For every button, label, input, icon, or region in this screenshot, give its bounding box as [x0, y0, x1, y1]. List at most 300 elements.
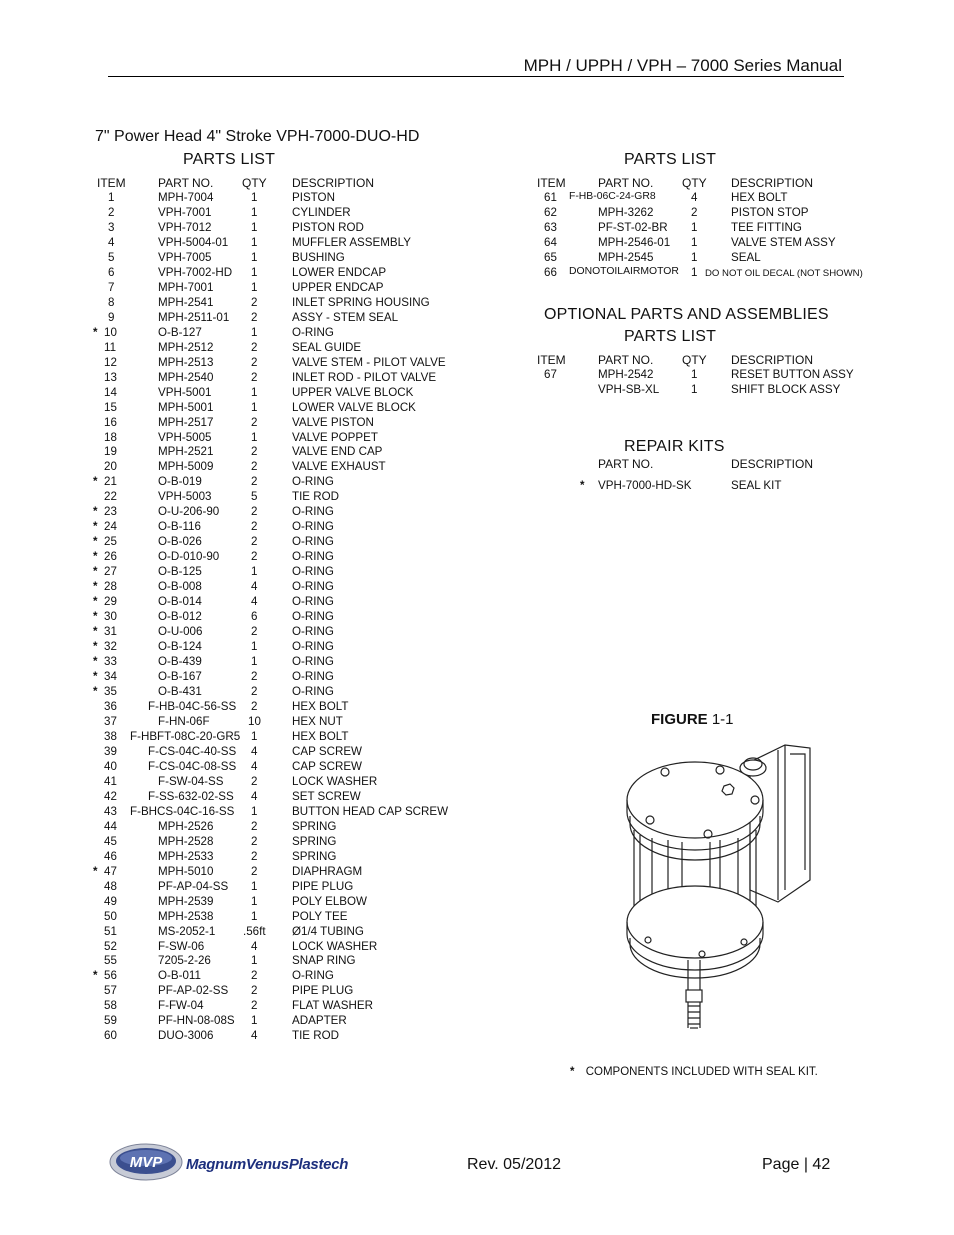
row-qty: .56ft	[243, 924, 266, 938]
col-part: PART NO.	[598, 176, 654, 190]
table-row	[0, 505, 480, 520]
repair-kit-desc: SEAL KIT	[731, 479, 782, 492]
row-description: ASSY - STEM SEAL	[292, 310, 399, 324]
row-item: 40	[104, 759, 117, 773]
row-description: O-RING	[292, 580, 334, 594]
row-description: O-RING	[292, 325, 334, 339]
row-part-no: F-HB-06C-24-GR8	[569, 191, 656, 202]
row-item: 27	[104, 565, 117, 579]
table-row	[0, 775, 480, 790]
row-description: VALVE EXHAUST	[292, 460, 386, 474]
row-qty: 1	[691, 266, 698, 279]
row-part-no: F-HN-06F	[158, 714, 210, 728]
optional-column-headers	[0, 353, 900, 368]
row-part-no: MPH-7001	[158, 280, 214, 294]
row-description: O-RING	[292, 475, 334, 489]
row-description: RESET BUTTON ASSY	[731, 368, 854, 381]
row-description: O-RING	[292, 640, 334, 654]
row-item: 57	[104, 984, 117, 998]
row-description: VALVE STEM - PILOT VALVE	[292, 355, 446, 369]
row-part-no: O-B-125	[158, 565, 202, 579]
left-parts-list-title: PARTS LIST	[183, 151, 276, 168]
right-column-headers	[0, 176, 900, 191]
row-part-no: O-B-127	[158, 325, 202, 339]
table-row	[0, 910, 480, 925]
row-description: PIPE PLUG	[292, 984, 354, 998]
row-part-no: MPH-2539	[158, 894, 214, 908]
repair-kits-title: REPAIR KITS	[624, 438, 725, 455]
row-part-no: MPH-2517	[158, 415, 214, 429]
row-qty: 4	[251, 595, 258, 609]
table-row	[0, 730, 480, 745]
table-row	[0, 700, 480, 715]
row-part-no: MPH-2513	[158, 355, 214, 369]
seal-kit-star: *	[93, 325, 98, 339]
row-description: MUFFLER ASSEMBLY	[292, 235, 411, 249]
seal-kit-star: *	[93, 655, 98, 669]
row-qty: 4	[251, 789, 258, 803]
row-qty: 4	[251, 744, 258, 758]
col-part: PART NO.	[598, 457, 654, 471]
col-qty: QTY	[682, 353, 707, 367]
col-desc: DESCRIPTION	[731, 353, 814, 367]
table-row	[0, 296, 480, 311]
row-part-no: MPH-2542	[598, 368, 654, 381]
table-row	[0, 655, 480, 670]
row-qty: 1	[691, 383, 698, 396]
row-item: 47	[104, 864, 117, 878]
seal-kit-star: *	[93, 520, 98, 534]
row-part-no: MPH-2512	[158, 340, 214, 354]
row-part-no: O-D-010-90	[158, 550, 220, 564]
row-description: SEAL	[731, 251, 761, 264]
figure-label	[651, 711, 734, 728]
table-row	[0, 535, 480, 550]
row-description: LOWER ENDCAP	[292, 265, 387, 279]
row-item: 55	[104, 954, 117, 968]
table-row	[0, 251, 900, 266]
row-description: SET SCREW	[292, 789, 361, 803]
row-description: SPRING	[292, 834, 337, 848]
row-description: PISTON STOP	[731, 206, 809, 219]
seal-kit-star: *	[93, 969, 98, 983]
row-item: 62	[544, 206, 557, 219]
table-row	[0, 520, 480, 535]
row-qty: 1	[251, 894, 258, 908]
row-item: 43	[104, 804, 117, 818]
row-item: 46	[104, 849, 117, 863]
row-qty: 2	[251, 685, 258, 698]
col-qty: QTY	[682, 176, 707, 190]
table-row	[0, 969, 480, 984]
row-description: O-RING	[292, 535, 334, 549]
row-part-no: O-B-019	[158, 475, 202, 489]
row-item: 3	[108, 220, 115, 234]
row-qty: 2	[251, 505, 258, 519]
row-qty: 4	[251, 759, 258, 773]
revision-date: Rev. 05/2012	[467, 1156, 561, 1173]
row-item: 64	[544, 236, 557, 249]
row-item: 24	[104, 520, 117, 534]
row-description: LOWER VALVE BLOCK	[292, 400, 416, 414]
table-row	[0, 1014, 480, 1029]
row-description: SEAL GUIDE	[292, 340, 362, 354]
table-row	[0, 820, 480, 835]
row-part-no: MS-2052-1	[158, 924, 216, 938]
row-item: 11	[104, 340, 117, 354]
row-qty: 2	[251, 774, 258, 788]
row-description: O-RING	[292, 685, 334, 698]
seal-kit-star: *	[93, 505, 98, 519]
row-qty: 1	[251, 280, 258, 294]
row-qty: 1	[251, 729, 258, 743]
row-description: CAP SCREW	[292, 744, 363, 758]
row-item: 48	[104, 879, 117, 893]
row-item: 44	[104, 819, 117, 833]
row-item: 65	[544, 251, 557, 264]
row-part-no: F-SW-04-SS	[158, 774, 224, 788]
row-part-no: DONOTOILAIRMOTOR	[569, 266, 679, 277]
row-item: 50	[104, 909, 117, 923]
row-item: 60	[104, 1029, 117, 1043]
row-part-no: O-B-124	[158, 640, 202, 654]
row-description: O-RING	[292, 969, 334, 983]
table-row	[0, 383, 900, 398]
row-part-no: O-B-116	[158, 520, 201, 534]
table-row	[0, 580, 480, 595]
row-description: TIE ROD	[292, 490, 340, 504]
row-qty: 2	[251, 460, 258, 474]
row-part-no: MPH-2528	[158, 834, 214, 848]
mvp-globe-icon	[108, 1140, 184, 1184]
row-item: 67	[544, 368, 557, 381]
col-item: ITEM	[537, 176, 566, 190]
row-description: LOCK WASHER	[292, 774, 378, 788]
row-item: 37	[104, 714, 117, 728]
row-part-no: MPH-2526	[158, 819, 214, 833]
row-item: 41	[104, 774, 117, 788]
row-part-no: MPH-5001	[158, 400, 214, 414]
row-description: PISTON ROD	[292, 220, 364, 234]
table-row	[0, 401, 480, 416]
row-qty: 1	[251, 235, 258, 249]
seal-kit-star: *	[93, 670, 98, 684]
row-qty: 2	[251, 475, 258, 489]
row-qty: 1	[251, 325, 258, 339]
row-qty: 10	[248, 714, 261, 728]
row-description: SNAP RING	[292, 954, 356, 968]
row-qty: 1	[251, 191, 258, 204]
seal-kit-star: *	[93, 685, 98, 698]
row-part-no: PF-AP-04-SS	[158, 879, 229, 893]
seal-note-text: COMPONENTS INCLUDED WITH SEAL KIT.	[585, 1066, 818, 1078]
row-item: 13	[104, 370, 117, 384]
row-qty: 2	[251, 550, 258, 564]
col-desc: DESCRIPTION	[731, 176, 814, 190]
table-row	[0, 850, 480, 865]
row-qty: 4	[251, 1029, 258, 1043]
row-part-no: PF-HN-08-08S	[158, 1014, 235, 1028]
header-rule	[108, 76, 844, 77]
manual-title: MPH / UPPH / VPH – 7000 Series Manual	[523, 56, 842, 75]
row-part-no: O-B-431	[158, 685, 202, 698]
page-title: 7" Power Head 4" Stroke VPH-7000-DUO-HD	[95, 128, 420, 145]
row-part-no: VPH-5005	[158, 430, 212, 444]
seal-kit-star: *	[93, 864, 98, 878]
row-item: 58	[104, 999, 117, 1013]
row-part-no: MPH-2538	[158, 909, 214, 923]
row-part-no: O-U-006	[158, 625, 203, 639]
repair-kit-part: VPH-7000-HD-SK	[598, 479, 692, 492]
table-row	[0, 640, 480, 655]
row-qty: 1	[251, 954, 258, 968]
table-row	[0, 236, 900, 251]
row-description: POLY ELBOW	[292, 894, 367, 908]
table-row	[0, 550, 480, 565]
row-qty: 2	[251, 340, 258, 354]
row-description: O-RING	[292, 595, 334, 609]
row-description: O-RING	[292, 625, 334, 639]
row-description: HEX NUT	[292, 714, 343, 728]
row-qty: 1	[251, 220, 258, 234]
table-row	[0, 760, 480, 775]
row-part-no: VPH-7001	[158, 205, 212, 219]
row-part-no: MPH-3262	[598, 206, 654, 219]
row-description: INLET SPRING HOUSING	[292, 295, 430, 309]
row-description: O-RING	[292, 550, 334, 564]
row-description: HEX BOLT	[292, 699, 349, 713]
seal-kit-star: *	[93, 565, 98, 579]
row-part-no: MPH-2541	[158, 295, 214, 309]
row-description: BUTTON HEAD CAP SCREW	[292, 804, 449, 818]
row-qty: 1	[691, 236, 698, 249]
seal-kit-star: *	[93, 640, 98, 654]
row-item: 34	[104, 670, 117, 684]
row-part-no: O-B-014	[158, 595, 202, 609]
row-description: VALVE STEM ASSY	[731, 236, 836, 249]
row-description: DIAPHRAGM	[292, 864, 363, 878]
company-logo	[108, 1140, 398, 1184]
table-row	[0, 206, 900, 221]
row-item: 52	[104, 939, 117, 953]
row-part-no: F-SS-632-02-SS	[148, 789, 234, 803]
table-row	[0, 191, 900, 206]
row-qty: 2	[251, 834, 258, 848]
seal-kit-note	[570, 1066, 818, 1078]
row-qty: 1	[251, 265, 258, 279]
row-part-no: VPH-7012	[158, 220, 212, 234]
row-part-no: O-U-206-90	[158, 505, 220, 519]
row-qty: 2	[251, 625, 258, 639]
row-qty: 5	[251, 490, 258, 504]
row-item: 16	[104, 415, 117, 429]
seal-kit-star: *	[93, 535, 98, 549]
row-item: 63	[544, 221, 557, 234]
row-description: BUSHING	[292, 250, 345, 264]
row-item: 32	[104, 640, 117, 654]
repair-kit-row	[0, 479, 900, 495]
row-description: TEE FITTING	[731, 221, 802, 234]
row-item: 14	[104, 385, 117, 399]
table-row	[0, 805, 480, 820]
row-part-no: VPH-SB-XL	[598, 383, 660, 396]
row-qty: 2	[251, 415, 258, 429]
col-desc: DESCRIPTION	[731, 457, 814, 471]
col-qty: QTY	[242, 176, 267, 190]
seal-kit-star: *	[93, 610, 98, 624]
row-item: 39	[104, 744, 117, 758]
logo-wordmark: MagnumVenusPlastech	[186, 1156, 349, 1173]
row-item: 21	[104, 475, 117, 489]
row-part-no: MPH-5009	[158, 460, 214, 474]
row-item: 12	[104, 355, 117, 369]
row-item: 26	[104, 550, 117, 564]
row-description: VALVE POPPET	[292, 430, 378, 444]
seal-kit-star: *	[580, 479, 585, 492]
row-item: 35	[104, 685, 117, 698]
row-part-no: O-B-439	[158, 655, 202, 669]
row-item: 9	[108, 310, 115, 324]
table-row	[0, 368, 900, 383]
right-parts-list-title: PARTS LIST	[624, 151, 717, 168]
row-part-no: MPH-2533	[158, 849, 214, 863]
row-part-no: O-B-008	[158, 580, 202, 594]
row-qty: 1	[691, 221, 698, 234]
row-description: UPPER VALVE BLOCK	[292, 385, 414, 399]
row-item: 28	[104, 580, 117, 594]
table-row	[0, 311, 480, 326]
row-part-no: VPH-5004-01	[158, 235, 229, 249]
row-item: 45	[104, 834, 117, 848]
row-qty: 2	[251, 849, 258, 863]
row-part-no: VPH-5001	[158, 385, 212, 399]
row-description: TIE ROD	[292, 1029, 340, 1043]
row-part-no: PF-AP-02-SS	[158, 984, 229, 998]
row-item: 4	[108, 235, 115, 249]
table-row	[0, 595, 480, 610]
table-row	[0, 790, 480, 805]
row-item: 20	[104, 460, 117, 474]
row-description: CYLINDER	[292, 205, 351, 219]
power-head-figure	[610, 740, 830, 1040]
row-qty: 2	[251, 535, 258, 549]
row-qty: 6	[251, 610, 258, 624]
row-item: 22	[104, 490, 117, 504]
row-description: VALVE END CAP	[292, 445, 383, 459]
row-item: 66	[544, 266, 557, 279]
row-qty: 2	[251, 355, 258, 369]
row-part-no: MPH-2511-01	[158, 310, 230, 324]
row-qty: 2	[251, 445, 258, 459]
row-part-no: O-B-026	[158, 535, 202, 549]
row-part-no: F-CS-04C-40-SS	[148, 744, 237, 758]
table-row	[0, 1029, 480, 1044]
row-description: VALVE PISTON	[292, 415, 374, 429]
table-row	[0, 266, 900, 281]
row-item: 59	[104, 1014, 117, 1028]
page-number: Page | 42	[762, 1156, 831, 1173]
row-description: O-RING	[292, 610, 334, 624]
table-row	[0, 221, 900, 236]
row-item: 6	[108, 265, 115, 279]
row-qty: 2	[251, 999, 258, 1013]
optional-heading: OPTIONAL PARTS AND ASSEMBLIES	[544, 306, 829, 323]
row-qty: 1	[251, 430, 258, 444]
col-desc: DESCRIPTION	[292, 176, 375, 190]
figure-label-number: 1-1	[711, 711, 734, 728]
row-item: 56	[104, 969, 117, 983]
row-part-no: F-FW-04	[158, 999, 204, 1013]
row-description: UPPER ENDCAP	[292, 280, 384, 294]
table-row	[0, 745, 480, 760]
row-part-no: 7205-2-26	[158, 954, 211, 968]
row-qty: 1	[691, 368, 698, 381]
figure-label-word: FIGURE	[651, 711, 708, 728]
row-part-no: VPH-5003	[158, 490, 212, 504]
row-part-no: F-CS-04C-08-SS	[148, 759, 237, 773]
row-item: 33	[104, 655, 117, 669]
row-item: 42	[104, 789, 117, 803]
row-part-no: DUO-3006	[158, 1029, 214, 1043]
table-row	[0, 416, 480, 431]
row-part-no: O-B-011	[158, 969, 201, 983]
row-description: CAP SCREW	[292, 759, 363, 773]
seal-kit-star: *	[93, 550, 98, 564]
row-item: 8	[108, 295, 115, 309]
row-part-no: VPH-7005	[158, 250, 212, 264]
row-qty: 2	[251, 295, 258, 309]
row-qty: 1	[251, 565, 258, 579]
row-description: POLY TEE	[292, 909, 348, 923]
row-item: 51	[104, 924, 117, 938]
table-row	[0, 715, 480, 730]
row-description: DO NOT OIL DECAL (NOT SHOWN)	[705, 268, 863, 279]
row-part-no: F-SW-06	[158, 939, 205, 953]
table-row	[0, 326, 480, 341]
row-qty: 2	[251, 984, 258, 998]
row-part-no: MPH-2545	[598, 251, 654, 264]
seal-kit-star: *	[93, 595, 98, 609]
row-part-no: MPH-2546-01	[598, 236, 671, 249]
row-qty: 2	[691, 206, 698, 219]
table-row	[0, 685, 480, 700]
row-part-no: MPH-2540	[158, 370, 214, 384]
row-part-no: O-B-167	[158, 670, 202, 684]
row-description: O-RING	[292, 565, 334, 579]
row-qty: 1	[251, 640, 258, 654]
row-qty: 1	[251, 879, 258, 893]
row-qty: 2	[251, 370, 258, 384]
table-row	[0, 625, 480, 640]
row-qty: 2	[251, 969, 258, 983]
row-qty: 2	[251, 670, 258, 684]
seal-note-star: *	[570, 1066, 575, 1078]
row-description: HEX BOLT	[292, 729, 349, 743]
row-item: 5	[108, 250, 115, 264]
row-qty: 1	[251, 1014, 258, 1028]
row-part-no: PF-ST-02-BR	[598, 221, 668, 234]
row-part-no: MPH-7004	[158, 191, 214, 204]
row-item: 38	[104, 729, 117, 743]
row-description: LOCK WASHER	[292, 939, 378, 953]
table-row	[0, 925, 480, 940]
row-item: 49	[104, 894, 117, 908]
table-row	[0, 610, 480, 625]
col-part: PART NO.	[598, 353, 654, 367]
row-description: SPRING	[292, 819, 337, 833]
col-item: ITEM	[537, 353, 566, 367]
row-item: 36	[104, 699, 117, 713]
